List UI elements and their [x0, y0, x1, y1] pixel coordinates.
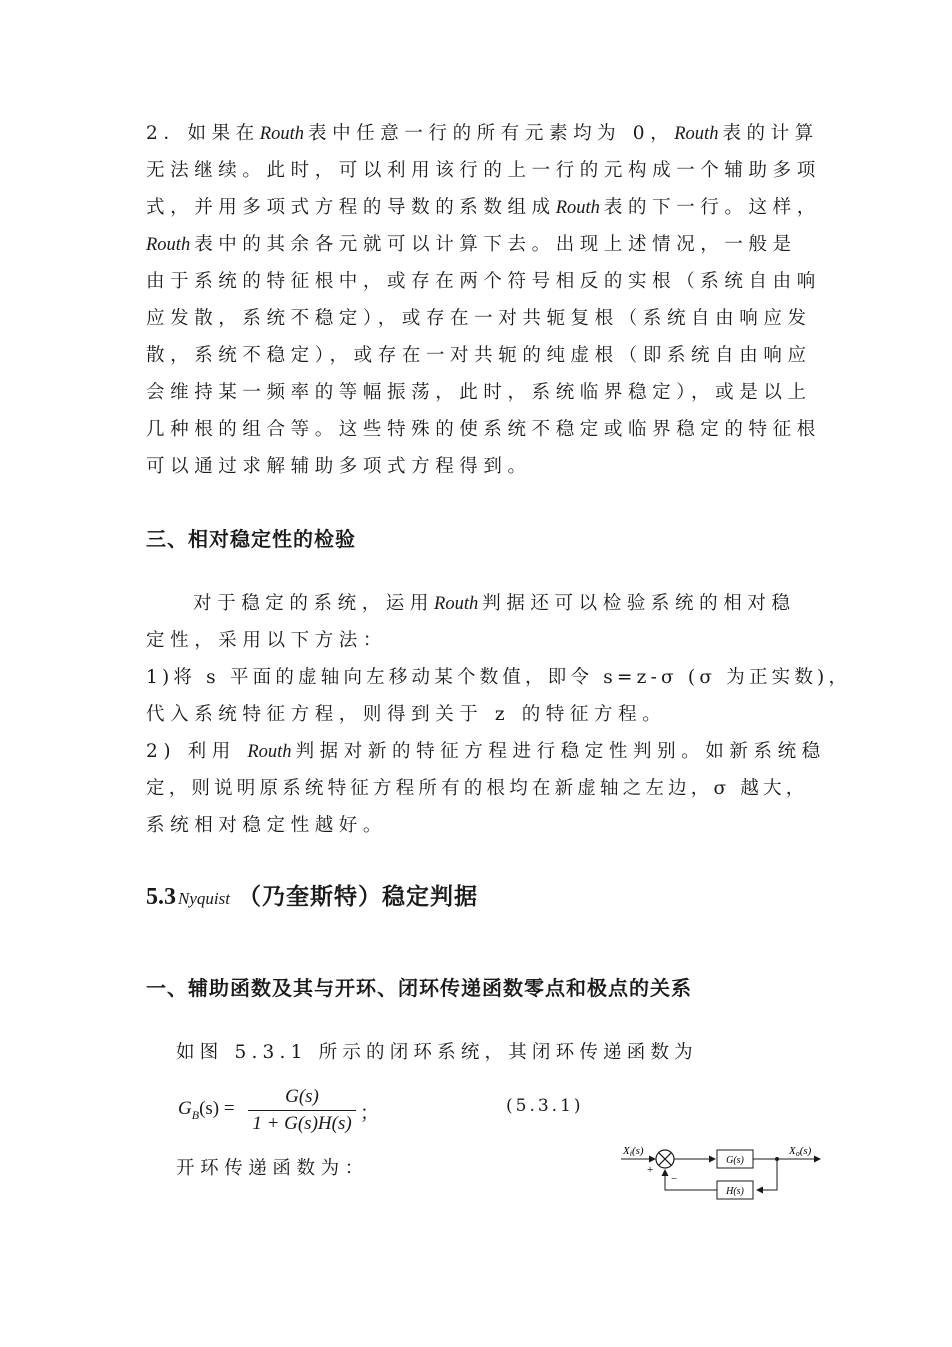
- heading-auxiliary-function: 一、辅助函数及其与开环、闭环传递函数零点和极点的关系: [146, 976, 692, 1000]
- equation-number: (5.3.1): [506, 1096, 584, 1116]
- formula-lhs: [178, 1098, 235, 1123]
- formula-denominator: 1 + G(s)H(s): [252, 1113, 352, 1134]
- output-label: Xo(s): [789, 1145, 812, 1158]
- section-en-name: Nyquist: [178, 889, 230, 908]
- text: 式，并用多项式方程的导数的系数组成: [146, 197, 556, 218]
- text: G: [178, 1098, 192, 1119]
- para1-line-4: [146, 232, 806, 258]
- para2-line-1: [193, 591, 805, 617]
- closed-loop-formula: [178, 1086, 378, 1136]
- text: 判据对新的特征方程进行稳定性判别。如新系统稳: [295, 741, 826, 762]
- plus-sign: +: [647, 1164, 654, 1176]
- text: 表中的其余各元就可以计算下去。出现上述情况，一般是: [194, 234, 797, 255]
- minus-sign: −: [671, 1173, 678, 1185]
- text: (s) =: [199, 1098, 235, 1119]
- para2-line-3: 1)将 s 平面的虚轴向左移动某个数值，即令 s=z-σ (σ 为正实数)，: [146, 667, 852, 688]
- routh-term: Routh: [434, 594, 479, 614]
- section-number: 5.3: [146, 884, 176, 910]
- section-zh-name: （乃奎斯特）稳定判据: [237, 884, 478, 910]
- routh-term: Routh: [674, 124, 719, 144]
- fraction-bar: [248, 1110, 356, 1111]
- para3-line-1: 如图 5.3.1 所示的闭环系统，其闭环传递函数为: [176, 1042, 698, 1063]
- input-label: Xi(s): [623, 1145, 644, 1158]
- routh-term: Routh: [555, 198, 600, 218]
- para2-line-7: 系统相对稳定性越好。: [146, 815, 388, 836]
- para2-line-5: [146, 739, 826, 765]
- formula-numerator: G(s): [285, 1086, 319, 1107]
- routh-term: Routh: [259, 124, 304, 144]
- formula-fraction: [248, 1086, 356, 1135]
- heading-relative-stability: 三、相对稳定性的检验: [146, 527, 356, 551]
- h-block-label: H(s): [726, 1186, 744, 1197]
- para2-line-2: 定性，采用以下方法：: [146, 630, 388, 651]
- para1-line-2: 无法继续。此时，可以利用该行的上一行的元构成一个辅助多项: [146, 160, 821, 181]
- feedback-path-right: [757, 1159, 777, 1190]
- para1-line-7: 散，系统不稳定），或存在一对共轭的纯虚根（即系统自由响应: [146, 345, 812, 366]
- para1-line-6: 应发散，系统不稳定），或存在一对共轭复根（系统自由响应发: [146, 308, 812, 329]
- text: 2．如果在: [146, 123, 260, 144]
- g-block-label: G(s): [726, 1155, 744, 1166]
- text: 表中任意一行的所有元素均为 0，: [307, 123, 675, 144]
- text: 2) 利用: [146, 741, 236, 762]
- para1-line-9: 几种根的组合等。这些特殊的使系统不稳定或临界稳定的特征根: [146, 419, 821, 440]
- text: 表的计算: [722, 123, 819, 144]
- routh-term: Routh: [146, 235, 191, 255]
- para1-line-3: [146, 195, 821, 221]
- text: B: [191, 1107, 200, 1122]
- section-title: [146, 878, 478, 911]
- summing-junction: [656, 1150, 674, 1168]
- para2-line-6: 定，则说明原系统特征方程所有的根均在新虚轴之左边，σ 越大，: [146, 778, 809, 799]
- para1-line-1: [146, 121, 819, 147]
- text: 判据还可以检验系统的相对稳: [482, 593, 796, 614]
- para2-line-4: 代入系统特征方程，则得到关于 z 的特征方程。: [146, 704, 667, 725]
- para3-line-2: 开环传递函数为：: [176, 1158, 369, 1179]
- text: 表的下一行。这样，: [603, 197, 821, 218]
- text: ；: [360, 1103, 380, 1124]
- routh-term: Routh: [247, 742, 292, 762]
- para1-line-8: 会维持某一频率的等幅振荡，此时，系统临界稳定），或是以上: [146, 382, 812, 403]
- para1-line-5: 由于系统的特征根中，或存在两个符号相反的实根（系统自由响: [146, 271, 821, 292]
- text: 对于稳定的系统，运用: [193, 593, 435, 614]
- feedback-block-diagram: [615, 1140, 835, 1208]
- para1-line-10: 可以通过求解辅助多项式方程得到。: [146, 456, 532, 477]
